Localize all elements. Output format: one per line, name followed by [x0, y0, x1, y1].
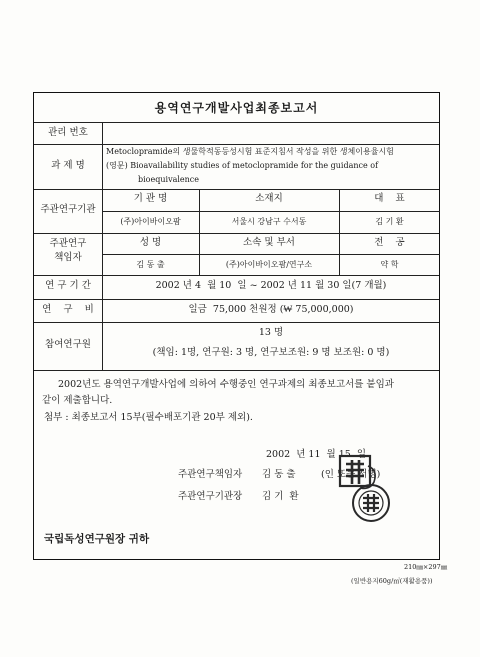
project-title-line: (영문) Bioavailability studies of metoclopramide for the guidance of	[106, 161, 379, 170]
form-title: 용역연구개발사업최종보고서	[154, 101, 319, 115]
body-text: 같이 제출합니다.	[42, 395, 113, 406]
researcher-label: 주관연구	[49, 238, 87, 249]
org-location-value: 서울시 강남구 수서동	[231, 217, 307, 226]
org-location-header: 소재지	[255, 193, 283, 204]
row-divider	[34, 189, 439, 190]
row-divider	[34, 233, 439, 234]
attachment-line: 첨부 : 최종보고서 15부(필수배포기관 20부 제외).	[44, 412, 253, 423]
row-divider	[34, 370, 439, 371]
addressee: 국립독성연구원장 귀하	[44, 533, 150, 545]
sign-org-label: 주관연구기관장	[178, 491, 243, 502]
cost-label: 연 구 비	[42, 304, 94, 315]
project-title-line: Metoclopramide의 생물학적동등성시험 표준지침서 작성을 위한 생체이용율시험	[106, 147, 394, 156]
org-rep-header: 대 표	[374, 193, 405, 204]
lead-org-label: 주관연구기관	[40, 204, 96, 215]
researcher-major-value: 약 학	[380, 260, 399, 269]
body-text: 2002년도 용역연구개발사업에 의하여 수행중인 연구과제의 최종보고서를 붙임과	[58, 379, 394, 390]
period-value: 2002 년 4 월 10 일 ~ 2002 년 11 월 30 일(7 개월)	[155, 280, 387, 291]
period-label: 연 구 기 간	[45, 280, 91, 291]
sign-researcher-name: 김 동 출	[262, 469, 296, 480]
mgmt-no-label: 관리 번호	[48, 127, 88, 138]
sub-row-divider	[102, 254, 440, 255]
cost-value: 일금 75,000 천원정 (₩ 75,000,000)	[188, 304, 354, 315]
row-divider	[34, 144, 439, 145]
row-divider	[34, 122, 439, 123]
researcher-major-header: 전 공	[374, 237, 405, 248]
project-title-line: bioequivalence	[138, 175, 200, 184]
researcher-label: 책임자	[54, 252, 82, 263]
staff-label: 참여연구원	[45, 339, 91, 350]
staff-count: 13 명	[258, 327, 284, 338]
researcher-name-value: 김 동 출	[136, 260, 165, 269]
researcher-dept-header: 소속 및 부서	[243, 237, 295, 248]
project-label: 과 제 명	[51, 160, 85, 171]
paper-size-note: 210㎜×297㎜	[404, 563, 448, 571]
row-divider	[34, 299, 439, 300]
paper-type-note: (일반용지60g/㎡(재활용품))	[351, 577, 433, 585]
submission-date: 2002 년 11 월 15 일	[266, 449, 367, 460]
sign-researcher-label: 주관연구책임자	[178, 469, 243, 480]
researcher-dept-value: (주)아이바이오팜/연구소	[225, 260, 313, 269]
org-rep-value: 김 기 환	[375, 217, 404, 226]
sign-org-name: 김 기 환	[262, 491, 299, 502]
org-name-header: 기 관 명	[133, 193, 168, 204]
row-divider	[34, 275, 439, 276]
staff-detail: (책임: 1명, 연구원: 3 명, 연구보조원: 9 명 보조원: 0 명)	[152, 347, 390, 358]
company-seal-icon	[350, 482, 392, 524]
sub-row-divider	[102, 211, 440, 212]
sign-researcher-seal-note: (인 또는 서명)	[321, 469, 381, 480]
row-divider	[34, 322, 439, 323]
researcher-name-header: 성 명	[139, 237, 162, 248]
org-name-value: (주)아이바이오팜	[120, 217, 181, 226]
